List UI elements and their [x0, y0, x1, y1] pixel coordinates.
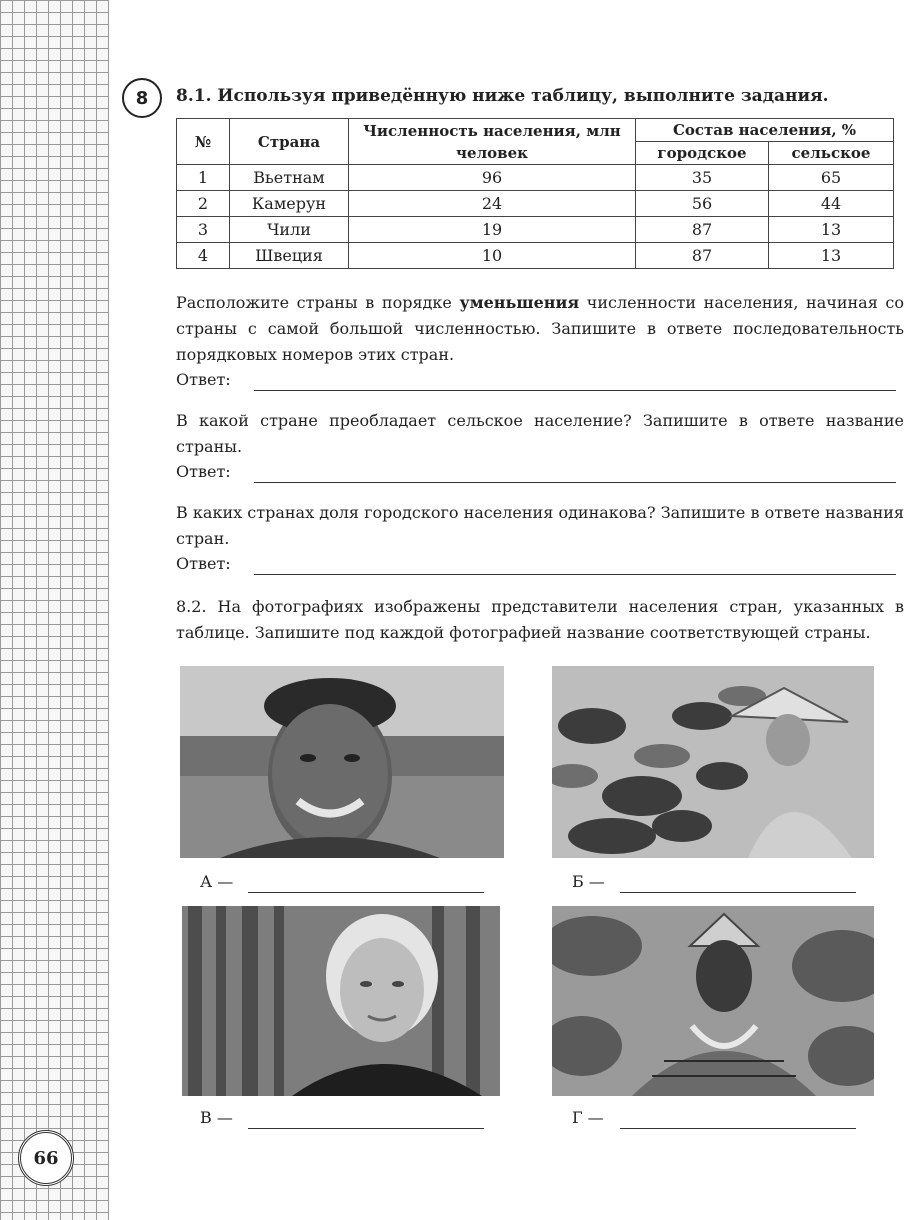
part-2-instructions: 8.2. На фотографиях изображены представители населения стран, указанных в таблице. Запишите под каждой фотографией название соответствующей страны. [176, 597, 904, 642]
answer-label: Ответ: [176, 370, 231, 389]
question-1 [176, 290, 904, 368]
answer-line[interactable] [254, 390, 896, 391]
answer-line[interactable] [254, 482, 896, 483]
caption-a[interactable] [200, 872, 500, 896]
cell-population: 24 [349, 191, 636, 217]
header-num: № [177, 119, 230, 165]
cell-num: 1 [177, 165, 230, 191]
cell-num: 2 [177, 191, 230, 217]
answer-2[interactable] [176, 462, 896, 486]
population-table [176, 118, 894, 269]
caption-label: Г — [572, 1108, 604, 1127]
photo-b [552, 666, 874, 858]
table-row [177, 165, 894, 191]
caption-label: А — [200, 872, 234, 891]
cell-population: 19 [349, 217, 636, 243]
cell-country: Вьетнам [230, 165, 349, 191]
header-country: Страна [230, 119, 349, 165]
cell-urban: 87 [636, 217, 769, 243]
header-composition: Состав населения, % [636, 119, 894, 142]
caption-d[interactable] [572, 1108, 872, 1132]
caption-line[interactable] [620, 892, 856, 893]
caption-line[interactable] [620, 1128, 856, 1129]
table-row [177, 243, 894, 269]
question-1-text-end: численности населения, начиная со страны с самой большой численностью. Запишите в ответе последовательность порядковых номеров этих стран. [176, 293, 904, 364]
cell-rural: 65 [769, 165, 894, 191]
cell-country: Чили [230, 217, 349, 243]
cell-population: 96 [349, 165, 636, 191]
cell-country: Швеция [230, 243, 349, 269]
cell-urban: 35 [636, 165, 769, 191]
answer-line[interactable] [254, 574, 896, 575]
answer-label: Ответ: [176, 554, 231, 573]
cell-urban: 87 [636, 243, 769, 269]
header-population: Численность населения, млн человек [349, 119, 636, 165]
graph-paper-margin [0, 0, 109, 1220]
task-title: 8.1. Используя приведённую ниже таблицу, выполните задания. [176, 86, 829, 106]
caption-label: В — [200, 1108, 233, 1127]
caption-line[interactable] [248, 1128, 484, 1129]
photo-c [182, 906, 500, 1096]
answer-1[interactable] [176, 370, 896, 394]
cell-rural: 44 [769, 191, 894, 217]
cell-country: Камерун [230, 191, 349, 217]
cell-rural: 13 [769, 243, 894, 269]
photo-a [180, 666, 504, 858]
question-3: В каких странах доля городского населения одинакова? Запишите в ответе названия стран. [176, 503, 904, 548]
question-2: В какой стране преобладает сельское население? Запишите в ответе название страны. [176, 411, 904, 456]
question-1-text: Расположите страны в порядке [176, 293, 460, 312]
task-number-badge: 8 [122, 78, 162, 118]
caption-line[interactable] [248, 892, 484, 893]
page-number: 66 [18, 1130, 74, 1186]
header-urban: городское [636, 142, 769, 165]
cell-population: 10 [349, 243, 636, 269]
answer-3[interactable] [176, 554, 896, 578]
question-1-emphasis: уменьшения [459, 293, 580, 312]
cell-num: 3 [177, 217, 230, 243]
photo-d [552, 906, 874, 1096]
header-rural: сельское [769, 142, 894, 165]
caption-b[interactable] [572, 872, 872, 896]
caption-c[interactable] [200, 1108, 500, 1132]
table-row [177, 191, 894, 217]
cell-num: 4 [177, 243, 230, 269]
cell-urban: 56 [636, 191, 769, 217]
cell-rural: 13 [769, 217, 894, 243]
table-row [177, 217, 894, 243]
answer-label: Ответ: [176, 462, 231, 481]
caption-label: Б — [572, 872, 605, 891]
